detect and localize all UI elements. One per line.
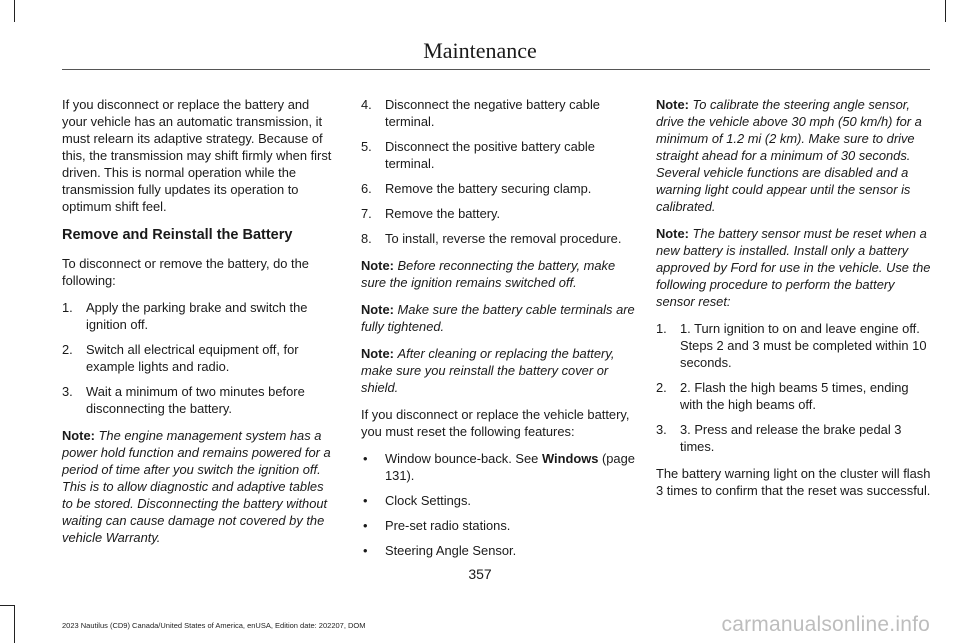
section-heading: Remove and Reinstall the Battery bbox=[62, 227, 293, 243]
list-item bbox=[361, 205, 636, 222]
feature-text: Clock Settings. bbox=[385, 493, 471, 508]
list-item bbox=[656, 421, 931, 455]
note-label: Note: bbox=[656, 97, 689, 112]
step-list bbox=[62, 299, 337, 417]
lead-paragraph: To disconnect or remove the battery, do the following: bbox=[62, 256, 309, 288]
list-item bbox=[361, 96, 636, 130]
note bbox=[361, 257, 636, 291]
note bbox=[656, 96, 931, 215]
watermark: carmanualsonline.info bbox=[721, 613, 930, 636]
column-1 bbox=[62, 96, 337, 556]
step-number: 3. bbox=[656, 422, 667, 437]
step-number: 1. bbox=[656, 321, 667, 336]
step-list bbox=[656, 320, 931, 455]
note bbox=[361, 301, 636, 335]
step-text: Switch all electrical equipment off, for example lights and radio. bbox=[86, 342, 299, 374]
note-text: The engine management system has a power hold function and remains powered for a period of time after you switch the ignition off. This is to allow diagnostic and adaptive tables to be stored. Disconnecting the battery without waiting can cause damage not covered by the vehicle Warranty. bbox=[62, 428, 331, 545]
note-label: Note: bbox=[361, 346, 394, 361]
bullet: • bbox=[363, 518, 368, 533]
step-number: 7. bbox=[361, 206, 372, 221]
step-number: 5. bbox=[361, 139, 372, 154]
bullet: • bbox=[363, 493, 368, 508]
reset-lead-paragraph: If you disconnect or replace the vehicle battery, you must reset the following features: bbox=[361, 407, 630, 439]
crop-mark-top-right-v bbox=[945, 0, 946, 22]
step-text: Remove the battery. bbox=[385, 206, 501, 221]
bullet: • bbox=[363, 451, 368, 466]
list-item bbox=[656, 379, 931, 413]
step-text: To install, reverse the removal procedure. bbox=[385, 231, 622, 246]
list-item bbox=[361, 492, 636, 509]
list-item bbox=[361, 542, 636, 559]
column-2 bbox=[361, 96, 636, 569]
list-item bbox=[62, 299, 337, 333]
step-number: 1. bbox=[62, 300, 73, 315]
step-number: 8. bbox=[361, 231, 372, 246]
note bbox=[361, 345, 636, 396]
list-item bbox=[656, 320, 931, 371]
bullet: • bbox=[363, 543, 368, 558]
list-item bbox=[361, 450, 636, 484]
step-list bbox=[361, 96, 636, 247]
step-number: 6. bbox=[361, 181, 372, 196]
crop-mark-bottom-left-v bbox=[14, 605, 15, 643]
feature-text: Steering Angle Sensor. bbox=[385, 543, 517, 558]
step-text: Apply the parking brake and switch the ignition off. bbox=[86, 300, 308, 332]
note-label: Note: bbox=[361, 302, 394, 317]
note-text: Before reconnecting the battery, make sure the ignition remains switched off. bbox=[361, 258, 616, 290]
list-item bbox=[62, 341, 337, 375]
step-number: 4. bbox=[361, 97, 372, 112]
page-number: 357 bbox=[468, 566, 492, 582]
step-text: Remove the battery securing clamp. bbox=[385, 181, 592, 196]
header-divider bbox=[62, 69, 930, 70]
feature-window-suffix: (page 131). bbox=[385, 451, 635, 483]
step-text: 3. Press and release the brake pedal 3 times. bbox=[680, 422, 902, 454]
step-text: Disconnect the positive battery cable terminal. bbox=[385, 139, 595, 171]
feature-text: Pre-set radio stations. bbox=[385, 518, 511, 533]
windows-reference-link[interactable]: Windows bbox=[541, 451, 599, 466]
feature-list bbox=[361, 450, 636, 559]
column-3 bbox=[656, 96, 931, 509]
note-text: To calibrate the steering angle sensor, drive the vehicle above 30 mph (50 km/h) for a minimum of 1.2 mi (2 km). Make sure to drive straight ahead for a minimum of 30 seconds. Several vehicle functions are disabled and a warning light could appear until the sensor is calibrated. bbox=[656, 97, 922, 214]
note bbox=[62, 427, 337, 546]
page-title: Maintenance bbox=[423, 38, 537, 63]
footer-edition-info: 2023 Nautilus (CD9) Canada/United States of America, enUSA, Edition date: 202207, DOM bbox=[62, 621, 366, 630]
step-text: 1. Turn ignition to on and leave engine off. Steps 2 and 3 must be completed within 10 seconds. bbox=[680, 321, 927, 370]
list-item bbox=[361, 517, 636, 534]
step-text: Disconnect the negative battery cable terminal. bbox=[385, 97, 600, 129]
note bbox=[656, 225, 931, 310]
list-item bbox=[361, 230, 636, 247]
step-number: 3. bbox=[62, 384, 73, 399]
note-label: Note: bbox=[361, 258, 394, 273]
step-text: 2. Flash the high beams 5 times, ending with the high beams off. bbox=[680, 380, 909, 412]
step-number: 2. bbox=[62, 342, 73, 357]
note-text: After cleaning or replacing the battery, make sure you reinstall the battery cover or shield. bbox=[361, 346, 615, 395]
note-label: Note: bbox=[62, 428, 95, 443]
list-item bbox=[361, 180, 636, 197]
step-number: 2. bbox=[656, 380, 667, 395]
step-text: Wait a minimum of two minutes before disconnecting the battery. bbox=[86, 384, 305, 416]
outro-paragraph: The battery warning light on the cluster will flash 3 times to confirm that the reset was successful. bbox=[656, 466, 931, 498]
list-item bbox=[62, 383, 337, 417]
note-text: Make sure the battery cable terminals are fully tightened. bbox=[361, 302, 635, 334]
intro-paragraph: If you disconnect or replace the battery and your vehicle has an automatic transmission, it must relearn its adaptive strategy. Because of this, the transmission may shift firmly when first driven. This is normal operation while the transmission fully updates its operation to optimum shift feel. bbox=[62, 97, 332, 214]
feature-window-prefix: Window bounce-back. See bbox=[385, 451, 542, 466]
list-item bbox=[361, 138, 636, 172]
note-label: Note: bbox=[656, 226, 689, 241]
crop-mark-top-left-v bbox=[14, 0, 15, 22]
crop-mark-bottom-left-h bbox=[0, 605, 14, 606]
note-text: The battery sensor must be reset when a new battery is installed. Install only a battery approved by Ford for use in the vehicle. Use the following procedure to perform the battery sensor reset: bbox=[656, 226, 931, 309]
